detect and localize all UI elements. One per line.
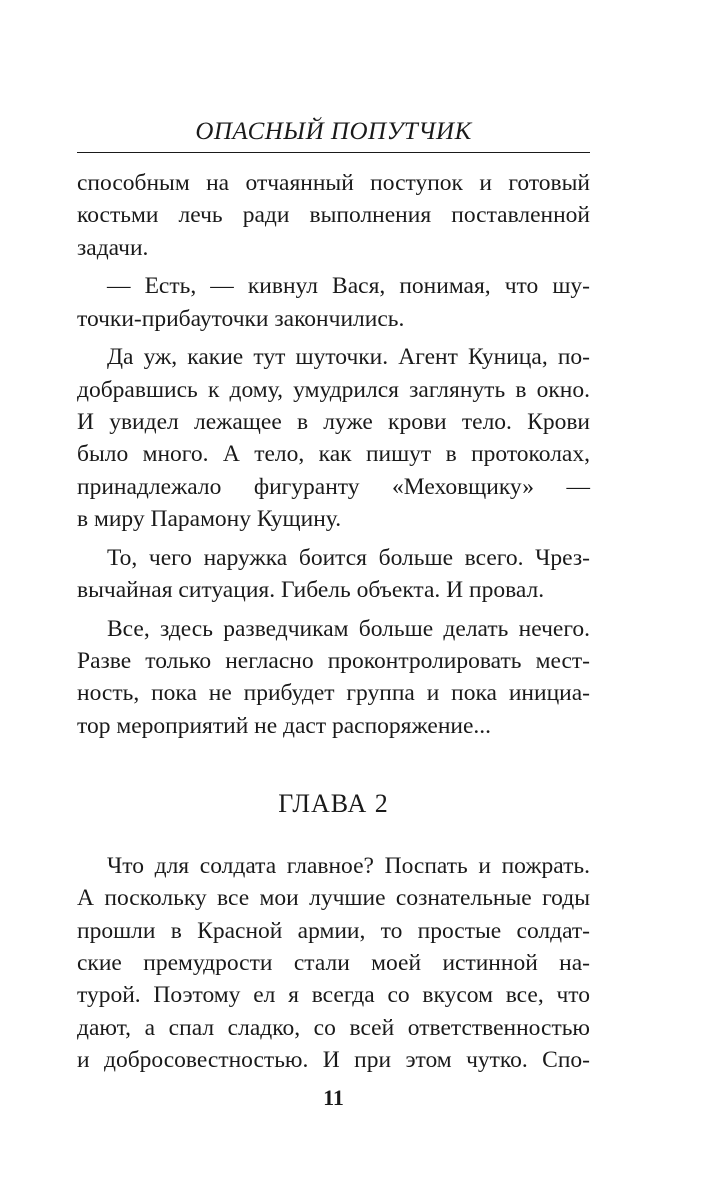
text-before-chapter [77, 167, 590, 742]
text-line: Все, здесь разведчикам больше делать нечего. [107, 615, 590, 642]
body-text [77, 167, 590, 1076]
text-line: Да уж, какие тут шуточки. Агент Куница, по- [107, 344, 590, 371]
paragraph [77, 850, 590, 1076]
paragraph [77, 167, 590, 264]
text-after-chapter [77, 850, 590, 1076]
text-line: А поскольку все мои лучшие сознательные годы [77, 885, 590, 912]
paragraph [77, 341, 590, 535]
text-line: в миру Парамону Кущину. [77, 505, 342, 532]
text-line: дают, а спал сладко, со всей ответственностью [77, 1014, 590, 1041]
text-line: принадлежало фигуранту «Меховщику» — [77, 473, 590, 500]
text-line: — Есть, — кивнул Вася, понимая, что шу- [107, 273, 590, 300]
text-line: Что для солдата главное? Поспать и пожрать. [107, 853, 590, 880]
text-line: точки-прибауточки закончились. [77, 305, 405, 332]
book-page [77, 108, 590, 1113]
text-line: вычайная ситуация. Гибель объекта. И провал. [77, 577, 545, 604]
text-line: добравшись к дому, умудрился заглянуть в окно. [77, 376, 590, 403]
paragraph [77, 270, 590, 335]
chapter-heading: ГЛАВА 2 [278, 789, 389, 819]
text-line: было много. А тело, как пишут в протоколах, [77, 441, 590, 468]
text-line: и добросовестностью. И при этом чутко. Спо- [77, 1046, 590, 1073]
paragraph [77, 613, 590, 742]
text-line: способным на отчаянный поступок и готовый [77, 170, 590, 196]
text-line: тор мероприятий не даст распоряжение... [77, 712, 492, 739]
text-line: костьми лечь ради выполнения поставленной [77, 202, 590, 229]
running-head: ОПАСНЫЙ ПОПУТЧИК [195, 118, 472, 145]
text-line: Разве только негласно проконтролировать мест- [77, 648, 590, 675]
text-line: ность, пока не прибудет группа и пока инициа- [77, 680, 590, 707]
page-number: 11 [323, 1084, 344, 1110]
header-rule [77, 152, 590, 153]
text-line: задачи. [77, 234, 149, 261]
text-line: прошли в Красной армии, то простые солдат- [77, 917, 590, 944]
text-line: ские премудрости стали моей истинной на- [77, 949, 590, 976]
text-line: То, чего наружка боится больше всего. Чрез- [107, 544, 590, 571]
text-line: турой. Поэтому ел я всегда со вкусом все, что [77, 982, 590, 1009]
text-line: И увидел лежащее в луже крови тело. Крови [77, 409, 590, 436]
paragraph [77, 542, 590, 607]
